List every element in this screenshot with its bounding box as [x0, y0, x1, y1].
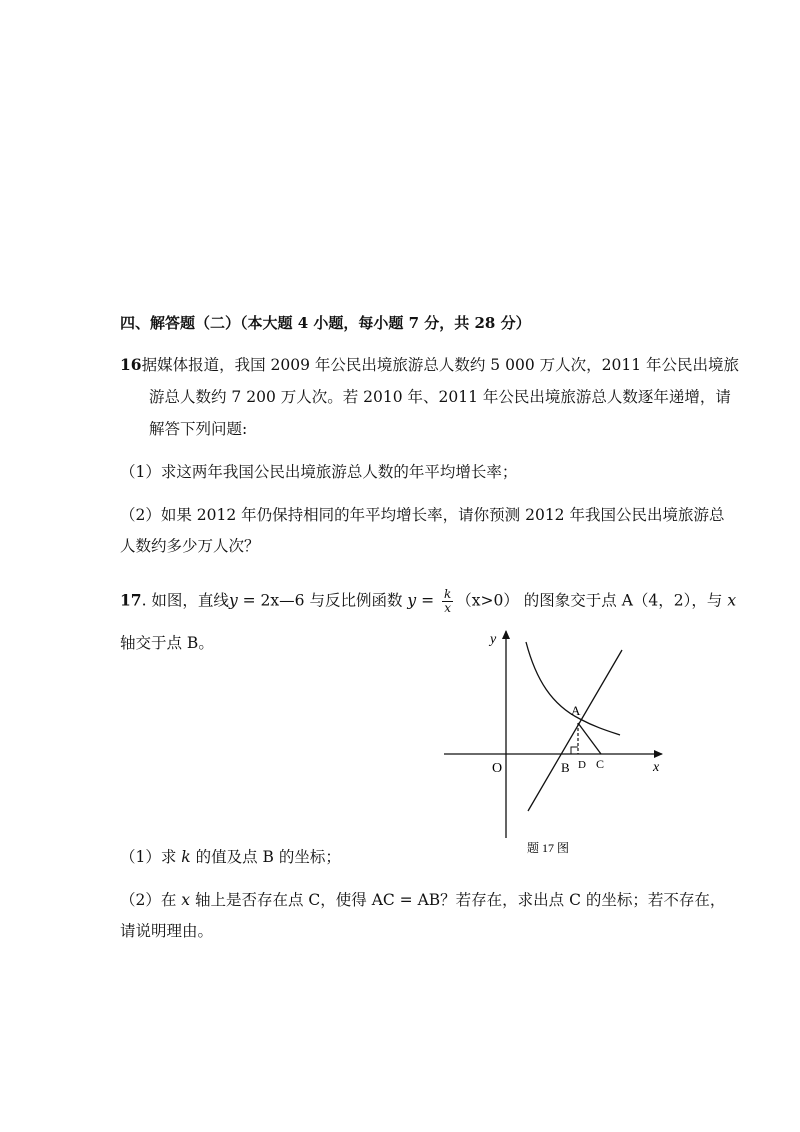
point-d-label: D: [578, 759, 586, 771]
q17-number: 17: [120, 590, 142, 610]
q17-eq-lhs: y: [228, 591, 238, 610]
q17-intro-a: . 如图，直线: [141, 591, 229, 610]
q17-fraction: [442, 588, 453, 615]
q17-line2: 轴交于点 B。: [120, 634, 214, 652]
q16-part2-line2: 人数约多少万人次？: [120, 537, 260, 555]
section-heading: 四、解答题（二）（本大题 4 小题，每小题 7 分，共 28 分）: [120, 314, 531, 332]
point-b-label: B: [561, 760, 570, 775]
q17-figure: [440, 625, 670, 860]
q17-frac-eq: =: [416, 591, 439, 610]
point-c-label: C: [596, 757, 605, 771]
q16-line3: 解答下列问题:: [149, 420, 248, 438]
hyperbola-curve: [526, 642, 620, 735]
q17-part2-b: 轴上是否存在点 C，使得 AC = AB？若存在，求出点 C 的坐标；若不存在，: [190, 891, 726, 909]
q17-condition: （x>0）: [456, 591, 519, 610]
q16-line2: 游总人数约 7 200 万人次。若 2010 年、2011 年公民出境旅游总人数逐年递增，请: [149, 388, 731, 406]
q17-part2-line2: 请说明理由。: [120, 922, 214, 940]
q17-intro-b: 与反比例函数: [304, 591, 408, 610]
q17-part2-x: x: [181, 891, 191, 909]
q17-frac-num: k: [443, 587, 452, 601]
q17-part1: [120, 847, 341, 867]
q17-part1-a: （1）求: [120, 848, 182, 866]
x-axis-label: x: [653, 760, 660, 775]
q16-number: 16: [120, 355, 142, 374]
figure-caption: 题 17 图: [527, 841, 570, 855]
q17-part2-line1: [120, 890, 725, 910]
q17-part2-a: （2）在: [120, 891, 182, 909]
q16-part1: （1）求这两年我国公民出境旅游总人数的年平均增长率；: [120, 463, 518, 481]
q17-frac-den: x: [444, 601, 452, 615]
q17-x-var: x: [727, 591, 737, 610]
q17-part1-b: 的值及点 B 的坐标；: [190, 848, 341, 866]
q17-part1-k: k: [181, 848, 191, 866]
point-a-label: A: [571, 703, 581, 718]
q16-text-1: 据媒体报道，我国 2009 年公民出境旅游总人数约 5 000 万人次，2011 年公民出境旅: [141, 356, 739, 374]
q17-intro-c: 的图象交于点 A（4，2），与: [518, 591, 728, 610]
q17-line1: [120, 588, 736, 615]
right-angle-mark: [571, 747, 578, 754]
q17-frac-lhs: y: [407, 591, 417, 610]
q16-line1: [120, 355, 739, 375]
y-axis-label: y: [490, 632, 497, 647]
origin-label: O: [492, 761, 503, 776]
q16-part2-line1: （2）如果 2012 年仍保持相同的年平均增长率，请你预测 2012 年我国公民出境旅游总: [120, 506, 725, 524]
q17-eq-rhs: = 2x—6: [237, 591, 305, 610]
